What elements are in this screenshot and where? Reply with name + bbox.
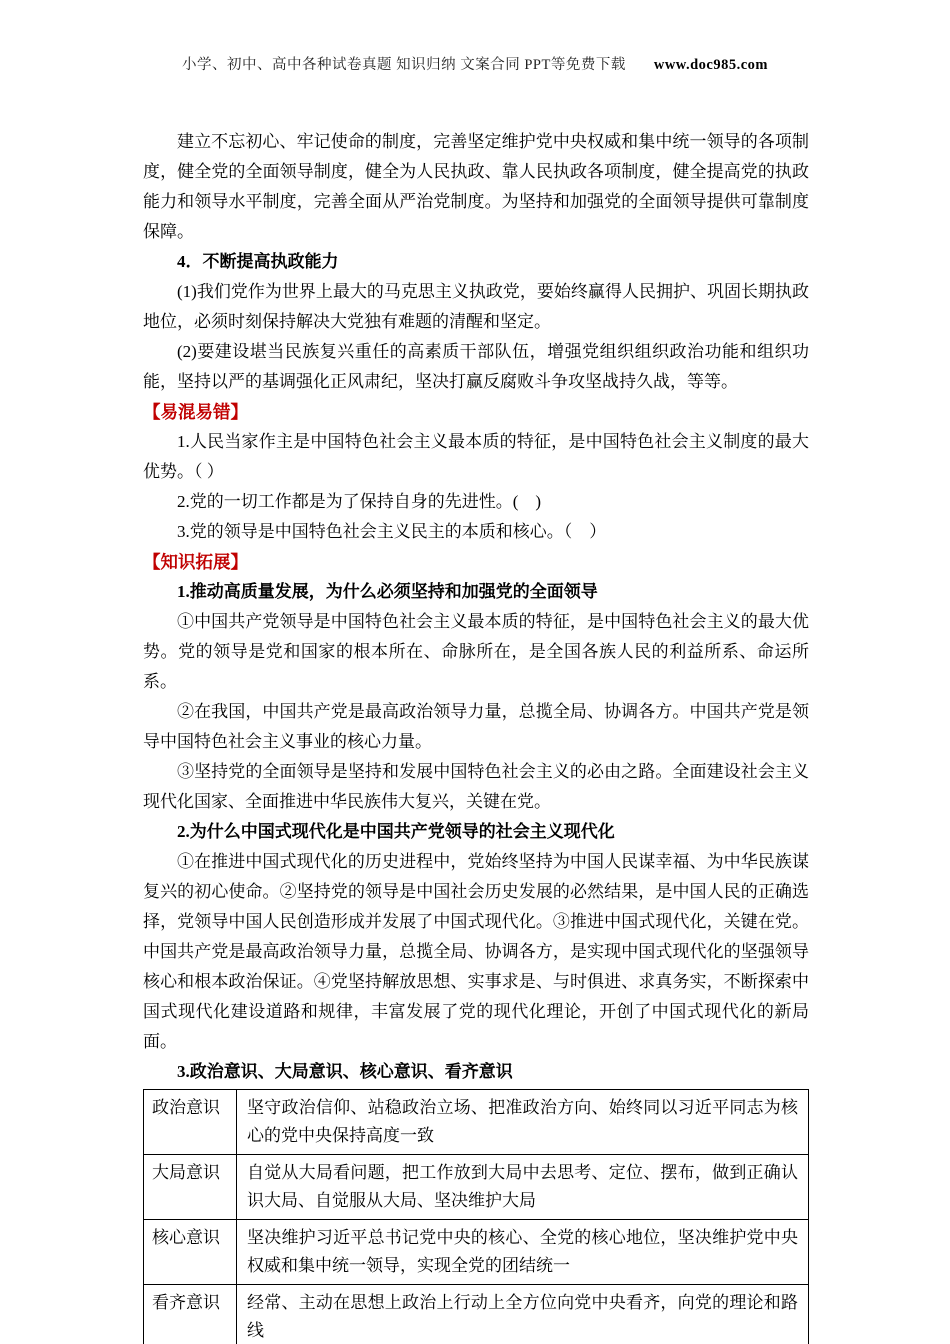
site-header [0,53,950,74]
section-title-knowledge-expansion: 【知识拓展】 [143,552,248,572]
document-body [143,127,809,1344]
confusion-item-1: 1.人民当家作主是中国特色社会主义最本质的特征，是中国特色社会主义制度的最大优势。（ ） [143,432,809,481]
expansion-subtitle-1: 1.推动高质量发展，为什么必须坚持和加强党的全面领导 [177,582,598,601]
expansion-subtitle-2: 2.为什么中国式现代化是中国共产党领导的社会主义现代化 [177,822,615,841]
expansion-sub2-text: ①在推进中国式现代化的历史进程中，党始终坚持为中国人民谋幸福、为中华民族谋复兴的初心使命。②坚持党的领导是中国社会历史发展的必然结果，是中国人民的正确选择，党领导中国人民创造形成并发展了中国式现代化。③推进中国式现代化，关键在党。中国共产党是最高政治领导力量，总揽全局、协调各方，是实现中国式现代化的坚强领导核心和根本政治保证。④党坚持解放思想、实事求是、与时俱进、求真务实，不断探索中国式现代化建设道路和规律，丰富发展了党的现代化理论，开创了中国式现代化的新局面。 [143,852,809,1051]
table-row-political-awareness [144,1090,809,1155]
point-paragraph-1: (1)我们党作为世界上最大的马克思主义执政党，要始终赢得人民拥护、巩固长期执政地位，必须时刻保持解决大党独有难题的清醒和坚定。 [143,282,809,331]
awareness-label-cell: 政治意识 [144,1090,237,1155]
expansion-sub1-point-2: ②在我国，中国共产党是最高政治领导力量，总揽全局、协调各方。中国共产党是领导中国特色社会主义事业的核心力量。 [143,702,809,751]
awareness-label-cell: 看齐意识 [144,1285,237,1344]
awareness-desc-cell: 坚守政治信仰、站稳政治立场、把准政治方向、始终同以习近平同志为核心的党中央保持高度一致 [237,1090,809,1155]
table-row-alignment-awareness [144,1285,809,1344]
awareness-label-cell: 大局意识 [144,1155,237,1220]
heading-improve-governing-ability: 4．不断提高执政能力 [177,252,339,271]
table-row-core-awareness [144,1220,809,1285]
header-tagline: 小学、初中、高中各种试卷真题 知识归纳 文案合同 PPT等免费下载 [182,57,626,73]
confusion-item-3: 3.党的领导是中国特色社会主义民主的本质和核心。（ ） [177,522,607,541]
expansion-sub1-point-1: ①中国共产党领导是中国特色社会主义最本质的特征，是中国特色社会主义的最大优势。党的领导是党和国家的根本所在、命脉所在，是全国各族人民的利益所系、命运所系。 [143,612,809,691]
table-row-overall-awareness [144,1155,809,1220]
site-url-link[interactable]: www.doc985.com [653,57,768,73]
awareness-label-cell: 核心意识 [144,1220,237,1285]
intro-paragraph: 建立不忘初心、牢记使命的制度，完善坚定维护党中央权威和集中统一领导的各项制度，健全党的全面领导制度，健全为人民执政、靠人民执政各项制度，健全提高党的执政能力和领导水平制度，完善全面从严治党制度。为坚持和加强党的全面领导提供可靠制度保障。 [143,132,809,241]
confusion-item-2: 2.党的一切工作都是为了保持自身的先进性。( ) [177,492,542,511]
expansion-sub1-point-3: ③坚持党的全面领导是坚持和发展中国特色社会主义的必由之路。全面建设社会主义现代化国家、全面推进中华民族伟大复兴，关键在党。 [143,762,809,811]
awareness-desc-cell: 经常、主动在思想上政治上行动上全方位向党中央看齐，向党的理论和路线 [237,1285,809,1344]
awareness-desc-cell: 坚决维护习近平总书记党中央的核心、全党的核心地位，坚决维护党中央权威和集中统一领导，实现全党的团结统一 [237,1220,809,1285]
section-title-easy-confusions: 【易混易错】 [143,402,248,422]
awareness-desc-cell: 自觉从大局看问题，把工作放到大局中去思考、定位、摆布，做到正确认识大局、自觉服从大局、坚决维护大局 [237,1155,809,1220]
awareness-table [143,1089,809,1344]
expansion-subtitle-3: 3.政治意识、大局意识、核心意识、看齐意识 [177,1062,513,1081]
point-paragraph-2: (2)要建设堪当民族复兴重任的高素质干部队伍，增强党组织组织政治功能和组织功能，坚持以严的基调强化正风肃纪，坚决打赢反腐败斗争攻坚战持久战，等等。 [143,342,809,391]
